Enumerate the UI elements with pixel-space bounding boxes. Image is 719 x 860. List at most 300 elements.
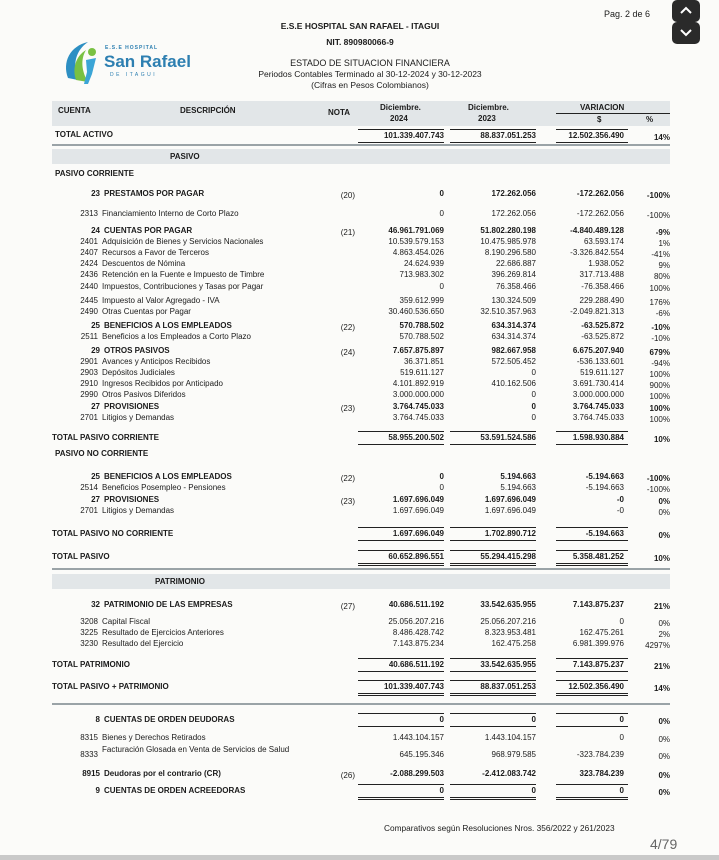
- underline-rule: [450, 680, 536, 681]
- viewer-page-count: 4/79: [650, 836, 678, 852]
- row-value-2023: 32.510.357.963: [480, 307, 536, 316]
- row-variation: 3.000.000.000: [572, 390, 624, 399]
- row-value-2023: 396.269.814: [491, 270, 536, 279]
- row-code: 8315: [80, 733, 98, 742]
- row-code: 2401: [80, 237, 98, 246]
- row-description: TOTAL PASIVO + PATRIMONIO: [52, 682, 169, 691]
- variacion-rule: [556, 113, 670, 114]
- row-description: TOTAL PASIVO CORRIENTE: [52, 433, 159, 442]
- row-percent: 10%: [653, 435, 670, 444]
- row-percent: 0%: [658, 735, 670, 744]
- row-description: Descuentos de Nómina: [102, 259, 186, 268]
- row-percent: 100%: [649, 284, 670, 293]
- row-variation: 63.593.174: [583, 237, 624, 246]
- underline-rule: [358, 671, 444, 672]
- row-variation: -323.784.239: [576, 750, 624, 759]
- row-value-2024: 1.697.696.049: [392, 495, 444, 504]
- statement-currency: (Cifras en Pesos Colombianos): [311, 80, 429, 90]
- row-value-2023: 55.294.415.298: [480, 552, 536, 561]
- row-variation: 0: [619, 733, 624, 742]
- underline-rule: [556, 550, 628, 551]
- rule: [450, 129, 536, 130]
- row-percent: -100%: [646, 211, 670, 220]
- row-code: 3208: [80, 617, 98, 626]
- row-value-2023: 33.542.635.955: [480, 600, 536, 609]
- row-percent: 21%: [653, 602, 670, 611]
- underline-rule: [556, 671, 628, 672]
- underline-rule: [358, 550, 444, 551]
- row-percent: -94%: [651, 359, 670, 368]
- row-value-2023: 10.475.985.978: [480, 237, 536, 246]
- chevron-down-icon: [680, 28, 692, 37]
- row-value-2024: 0: [439, 483, 444, 492]
- row-variation: 323.784.239: [579, 769, 624, 778]
- row-variation: 0: [619, 786, 624, 795]
- row-description: Beneficios Posempleo - Pensiones: [102, 483, 226, 492]
- col-cuenta: CUENTA: [58, 106, 91, 115]
- row-code: 2514: [80, 483, 98, 492]
- rule: [358, 142, 444, 143]
- row-value-2024: 3.000.000.000: [392, 390, 444, 399]
- row-percent: 0%: [658, 531, 670, 540]
- row-description: Financiamiento Interno de Corto Plazo: [102, 209, 239, 218]
- row-value-2023: 5.194.663: [500, 483, 536, 492]
- section-pasivo-no-corriente: PASIVO NO CORRIENTE: [55, 449, 149, 458]
- chevron-up-icon: [680, 6, 692, 15]
- row-code: 24: [91, 226, 100, 235]
- row-code: 25: [91, 472, 100, 481]
- row-percent: 2%: [658, 630, 670, 639]
- row-code: 8: [95, 715, 100, 724]
- row-variation: -2.049.821.313: [570, 307, 624, 316]
- row-value-2023: 8.323.953.481: [484, 628, 536, 637]
- row-variation: -63.525.872: [581, 332, 624, 341]
- row-value-2023: 0: [531, 786, 536, 795]
- row-value-2024: 7.657.875.897: [392, 346, 444, 355]
- row-percent: 0%: [658, 717, 670, 726]
- row-variation: -5.194.663: [585, 483, 624, 492]
- row-value-2024: 0: [439, 715, 444, 724]
- logo-tagline: E.S.E HOSPITAL: [105, 45, 159, 51]
- row-code: 2445: [80, 296, 98, 305]
- underline-rule: [450, 565, 536, 566]
- underline-rule: [450, 658, 536, 659]
- row-variation: 229.288.490: [579, 296, 624, 305]
- underline-rule: [358, 695, 444, 696]
- row-value-2023: 25.056.207.216: [480, 617, 536, 626]
- row-percent: -9%: [655, 228, 670, 237]
- row-variation: 0: [619, 715, 624, 724]
- row-code: 8333: [80, 750, 98, 759]
- underline-rule: [358, 713, 444, 714]
- row-variation: -0: [616, 495, 624, 504]
- col-year-2023: 2023: [478, 114, 496, 123]
- row-percent: 100%: [649, 392, 670, 401]
- row-percent: 679%: [649, 348, 670, 357]
- row-value-2023: 0: [531, 413, 536, 422]
- underline-rule: [450, 695, 536, 696]
- row-variation: -5.194.663: [585, 529, 624, 538]
- row-percent: 100%: [649, 404, 670, 413]
- row-variation: -0: [616, 506, 624, 515]
- row-code: 2440: [80, 282, 98, 291]
- logo-city: DE ITAGUI: [110, 72, 158, 78]
- row-description: Impuestos, Contribuciones y Tasas por Pagar: [102, 282, 264, 291]
- row-variation: 3.691.730.414: [572, 379, 624, 388]
- row-percent: -41%: [651, 250, 670, 259]
- row-percent: 0%: [658, 508, 670, 517]
- row-variation: -5.194.663: [585, 472, 624, 481]
- row-description: OTROS PASIVOS: [104, 346, 170, 355]
- row-percent: -100%: [646, 191, 670, 200]
- row-percent: 14%: [653, 684, 670, 693]
- row-code: 32: [91, 600, 100, 609]
- row-description: Depósitos Judiciales: [102, 368, 175, 377]
- row-code: 3230: [80, 639, 98, 648]
- row-description: Resultado de Ejercicios Anteriores: [102, 628, 224, 637]
- row-variation: -172.262.056: [576, 189, 624, 198]
- underline-rule: [450, 563, 536, 564]
- underline-rule: [358, 527, 444, 528]
- row-code: 3225: [80, 628, 98, 637]
- row-variation: 1.938.052: [588, 259, 624, 268]
- row-code: 2313: [80, 209, 98, 218]
- underline-rule: [556, 695, 628, 696]
- row-code: 9: [95, 786, 100, 795]
- section-patrimonio: PATRIMONIO: [155, 577, 205, 586]
- scroll-up-button[interactable]: [672, 0, 700, 22]
- row-code: 2701: [80, 506, 98, 515]
- row-percent: 100%: [649, 370, 670, 379]
- row-variation: 6.675.207.940: [572, 346, 624, 355]
- underline-rule: [556, 540, 628, 541]
- row-value-2024: 40.686.511.192: [388, 660, 444, 669]
- row-variation: -536.133.601: [576, 357, 624, 366]
- row-code: 29: [91, 346, 100, 355]
- row-description: BENEFICIOS A LOS EMPLEADOS: [104, 321, 232, 330]
- row-description: PROVISIONES: [104, 402, 160, 411]
- underline-rule: [358, 797, 444, 798]
- row-description: Resultado del Ejercicio: [102, 639, 184, 648]
- total-activo-2024: 101.339.407.743: [383, 131, 444, 140]
- row-description: Avances y Anticipos Recibidos: [102, 357, 211, 366]
- row-code: 2701: [80, 413, 98, 422]
- underline-rule: [556, 784, 628, 785]
- row-percent: -100%: [646, 485, 670, 494]
- underline-rule: [358, 799, 444, 800]
- row-value-2024: 570.788.502: [399, 321, 444, 330]
- row-value-2023: 88.837.051.253: [480, 682, 536, 691]
- row-percent: -6%: [655, 309, 670, 318]
- row-value-2024: 7.143.875.234: [392, 639, 444, 648]
- row-description: Litigios y Demandas: [102, 506, 175, 515]
- row-percent: 100%: [649, 415, 670, 424]
- section-divider: [52, 703, 670, 705]
- rule: [358, 129, 444, 130]
- underline-rule: [450, 797, 536, 798]
- section-band-pasivo: [52, 149, 670, 164]
- row-value-2024: 24.624.939: [403, 259, 444, 268]
- section-pasivo-corriente: PASIVO CORRIENTE: [55, 169, 134, 178]
- rule: [556, 142, 628, 143]
- row-value-2024: 36.371.851: [403, 357, 444, 366]
- underline-rule: [556, 431, 628, 432]
- row-value-2024: 58.955.200.502: [388, 433, 444, 442]
- row-value-2024: 0: [439, 786, 444, 795]
- row-variation: 162.475.261: [579, 628, 624, 637]
- underline-rule: [358, 658, 444, 659]
- underline-rule: [358, 444, 444, 445]
- row-description: Otros Pasivos Diferidos: [102, 390, 186, 399]
- row-code: 27: [91, 402, 100, 411]
- underline-rule: [450, 444, 536, 445]
- row-variation: 0: [619, 617, 624, 626]
- row-value-2024: 0: [439, 472, 444, 481]
- row-value-2023: 634.314.374: [491, 332, 536, 341]
- row-percent: 0%: [658, 497, 670, 506]
- underline-rule: [556, 658, 628, 659]
- row-value-2023: 1.697.696.049: [484, 506, 536, 515]
- underline-rule: [556, 693, 628, 694]
- row-nota: (22): [340, 323, 355, 332]
- row-variation: -63.525.872: [581, 321, 624, 330]
- row-value-2023: 172.262.056: [491, 189, 536, 198]
- underline-rule: [556, 444, 628, 445]
- row-code: 2407: [80, 248, 98, 257]
- row-percent: 4297%: [645, 641, 670, 650]
- row-variation: 6.981.399.976: [572, 639, 624, 648]
- row-percent: 0%: [658, 619, 670, 628]
- row-description: Retención en la Fuente e Impuesto de Timbre: [102, 270, 265, 279]
- row-value-2024: 1.697.696.049: [392, 506, 444, 515]
- row-variation: 5.358.481.252: [572, 552, 624, 561]
- underline-rule: [358, 431, 444, 432]
- row-code: 25: [91, 321, 100, 330]
- underline-rule: [556, 799, 628, 800]
- row-value-2024: 4.101.892.919: [392, 379, 444, 388]
- row-value-2024: 8.486.428.742: [392, 628, 444, 637]
- row-value-2023: 76.358.466: [495, 282, 536, 291]
- row-variation: 12.502.356.490: [568, 682, 624, 691]
- underline-rule: [556, 797, 628, 798]
- row-value-2023: 51.802.280.198: [480, 226, 536, 235]
- underline-rule: [358, 726, 444, 727]
- row-value-2024: 3.764.745.033: [392, 413, 444, 422]
- underline-rule: [556, 713, 628, 714]
- row-description: Capital Fiscal: [102, 617, 151, 626]
- row-percent: -100%: [646, 474, 670, 483]
- row-percent: -10%: [651, 334, 670, 343]
- underline-rule: [450, 713, 536, 714]
- row-code: 2910: [80, 379, 98, 388]
- footer-note: Comparativos según Resoluciones Nros. 356/2022 y 261/2023: [384, 823, 615, 833]
- underline-rule: [450, 784, 536, 785]
- underline-rule: [556, 726, 628, 727]
- row-value-2023: 0: [531, 368, 536, 377]
- row-description: Impuesto al Valor Agregado - IVA: [102, 296, 220, 305]
- underline-rule: [450, 693, 536, 694]
- row-value-2023: 5.194.663: [500, 472, 536, 481]
- total-activo-label: TOTAL ACTIVO: [55, 130, 113, 139]
- row-code: 8915: [82, 769, 100, 778]
- row-value-2023: 172.262.056: [491, 209, 536, 218]
- horizontal-scrollbar[interactable]: [0, 855, 719, 860]
- row-value-2024: 0: [439, 282, 444, 291]
- underline-rule: [450, 726, 536, 727]
- row-value-2023: 0: [531, 390, 536, 399]
- row-code: 2990: [80, 390, 98, 399]
- underline-rule: [450, 540, 536, 541]
- row-description: BENEFICIOS A LOS EMPLEADOS: [104, 472, 232, 481]
- row-value-2023: 968.979.585: [491, 750, 536, 759]
- page-indicator: Pag. 2 de 6: [604, 9, 651, 19]
- section-divider: [52, 144, 670, 146]
- row-value-2024: 3.764.745.033: [392, 402, 444, 411]
- row-value-2023: 8.190.296.580: [484, 248, 536, 257]
- row-description: CUENTAS DE ORDEN DEUDORAS: [104, 715, 235, 724]
- row-variation: 1.598.930.884: [572, 433, 624, 442]
- row-value-2023: 982.667.958: [491, 346, 536, 355]
- row-value-2024: 0: [439, 189, 444, 198]
- row-value-2023: 162.475.258: [491, 639, 536, 648]
- row-percent: 9%: [658, 261, 670, 270]
- row-value-2024: 4.863.454.026: [392, 248, 444, 257]
- row-nota: (20): [340, 191, 355, 200]
- row-description: Ingresos Recibidos por Anticipado: [102, 379, 223, 388]
- row-value-2024: 713.983.302: [399, 270, 444, 279]
- row-percent: -10%: [651, 323, 670, 332]
- row-variation: 317.713.488: [579, 270, 624, 279]
- row-value-2024: 101.339.407.743: [383, 682, 444, 691]
- row-description: TOTAL PATRIMONIO: [52, 660, 130, 669]
- section-pasivo: PASIVO: [170, 152, 200, 161]
- underline-rule: [358, 693, 444, 694]
- row-nota: (21): [340, 228, 355, 237]
- scroll-down-button[interactable]: [672, 22, 700, 44]
- row-value-2024: 0: [439, 209, 444, 218]
- row-value-2023: 634.314.374: [491, 321, 536, 330]
- row-description: Adquisición de Bienes y Servicios Nacionales: [102, 237, 264, 246]
- underline-rule: [556, 565, 628, 566]
- row-value-2024: 645.195.346: [399, 750, 444, 759]
- row-variation: -3.326.842.554: [570, 248, 624, 257]
- col-descripcion: DESCRIPCIÓN: [180, 106, 236, 115]
- rule: [450, 142, 536, 143]
- hospital-name: E.S.E HOSPITAL SAN RAFAEL - ITAGUI: [280, 21, 440, 31]
- underline-rule: [556, 527, 628, 528]
- row-code: 2436: [80, 270, 98, 279]
- row-percent: 80%: [653, 272, 670, 281]
- underline-rule: [450, 431, 536, 432]
- underline-rule: [358, 680, 444, 681]
- logo-name: San Rafael: [104, 52, 191, 71]
- underline-rule: [450, 550, 536, 551]
- row-description: Facturación Glosada en Venta de Servicios de Salud: [102, 745, 290, 754]
- row-description: TOTAL PASIVO NO CORRIENTE: [52, 529, 174, 538]
- row-value-2023: 0: [531, 715, 536, 724]
- row-description: CUENTAS POR PAGAR: [104, 226, 193, 235]
- total-activo-var: 12.502.356.490: [568, 131, 624, 140]
- row-variation: -76.358.466: [581, 282, 624, 291]
- row-percent: 1%: [658, 239, 670, 248]
- row-value-2024: 570.788.502: [399, 332, 444, 341]
- row-description: PATRIMONIO DE LAS EMPRESAS: [104, 600, 233, 609]
- row-value-2024: 30.460.536.650: [388, 307, 444, 316]
- section-divider: [52, 568, 670, 570]
- row-variation: 7.143.875.237: [572, 600, 624, 609]
- hospital-nit: NIT. 890980066-9: [326, 37, 394, 47]
- row-value-2024: 25.056.207.216: [388, 617, 444, 626]
- underline-rule: [358, 565, 444, 566]
- row-nota: (22): [340, 474, 355, 483]
- row-value-2023: 33.542.635.955: [480, 660, 536, 669]
- row-value-2023: 1.702.890.712: [484, 529, 536, 538]
- row-value-2024: 359.612.999: [399, 296, 444, 305]
- row-variation: -4.840.489.128: [570, 226, 624, 235]
- row-value-2023: 0: [531, 402, 536, 411]
- row-value-2023: 130.324.509: [491, 296, 536, 305]
- row-value-2023: 1.697.696.049: [484, 495, 536, 504]
- row-code: 2903: [80, 368, 98, 377]
- row-value-2024: 10.539.579.153: [388, 237, 444, 246]
- row-percent: 21%: [653, 662, 670, 671]
- underline-rule: [450, 799, 536, 800]
- row-description: Deudoras por el contrario (CR): [104, 769, 221, 778]
- row-value-2023: 53.591.524.586: [480, 433, 536, 442]
- row-value-2023: 22.686.887: [495, 259, 536, 268]
- row-value-2024: 519.611.127: [400, 368, 444, 377]
- underline-rule: [358, 540, 444, 541]
- row-value-2024: 1.697.696.049: [392, 529, 444, 538]
- total-activo-pct: 14%: [653, 133, 670, 142]
- col-dic-2024: Diciembre.: [380, 103, 421, 112]
- row-nota: (26): [340, 771, 355, 780]
- row-code: 27: [91, 495, 100, 504]
- row-description: CUENTAS DE ORDEN ACREEDORAS: [104, 786, 246, 795]
- row-variation: 3.764.745.033: [572, 402, 624, 411]
- col-year-2024: 2024: [390, 114, 408, 123]
- row-code: 2490: [80, 307, 98, 316]
- row-description: PRESTAMOS POR PAGAR: [104, 189, 205, 198]
- row-description: Litigios y Demandas: [102, 413, 175, 422]
- row-value-2024: 60.652.896.551: [388, 552, 444, 561]
- row-code: 2901: [80, 357, 98, 366]
- row-code: 2424: [80, 259, 98, 268]
- row-variation: 7.143.875.237: [572, 660, 624, 669]
- row-percent: 900%: [649, 381, 670, 390]
- row-nota: (24): [340, 348, 355, 357]
- underline-rule: [556, 563, 628, 564]
- row-variation: -172.262.056: [576, 209, 624, 218]
- row-code: 2511: [80, 332, 98, 341]
- row-description: Beneficios a los Empleados a Corto Plazo: [102, 332, 251, 341]
- row-percent: 0%: [658, 788, 670, 797]
- col-var-pct: %: [646, 115, 654, 124]
- row-percent: 0%: [658, 771, 670, 780]
- rule: [556, 129, 628, 130]
- row-description: Bienes y Derechos Retirados: [102, 733, 206, 742]
- row-percent: 176%: [649, 298, 670, 307]
- total-activo-2023: 88.837.051.253: [480, 131, 536, 140]
- col-dic-2023: Diciembre.: [468, 103, 509, 112]
- row-value-2024: 46.961.791.069: [388, 226, 444, 235]
- row-value-2023: 410.162.506: [491, 379, 536, 388]
- col-var-abs: $: [597, 115, 602, 124]
- underline-rule: [556, 680, 628, 681]
- row-nota: (27): [340, 602, 355, 611]
- col-variacion: VARIACION: [580, 103, 625, 112]
- row-value-2023: 1.443.104.157: [484, 733, 536, 742]
